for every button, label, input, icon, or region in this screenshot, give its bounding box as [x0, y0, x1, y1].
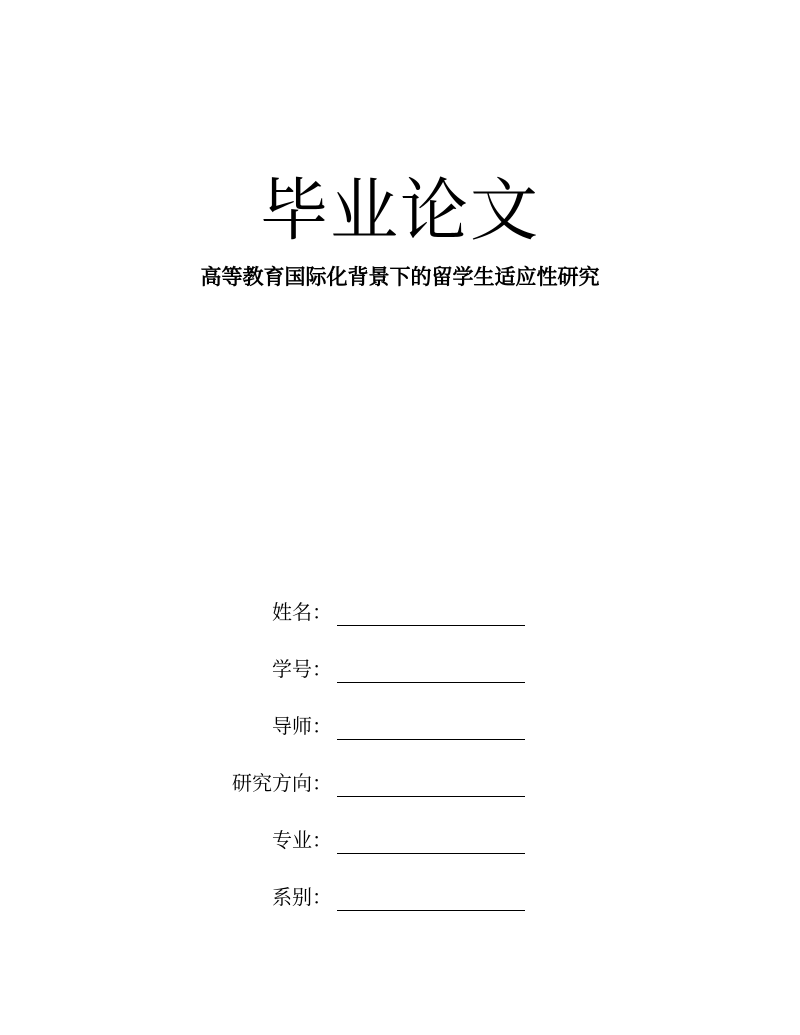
student-id-blank-line	[337, 682, 525, 683]
student-id-field-row	[0, 655, 800, 687]
major-field-row	[0, 826, 800, 858]
thesis-topic-subtitle: 高等教育国际化背景下的留学生适应性研究	[200, 265, 600, 289]
student-id-label: 学号：	[272, 657, 332, 681]
research-direction-label: 研究方向：	[232, 771, 332, 795]
major-blank-line	[337, 853, 525, 854]
department-label: 系别：	[272, 885, 332, 909]
name-blank-line	[337, 625, 525, 626]
department-field-row	[0, 883, 800, 915]
research-direction-blank-line	[337, 796, 525, 797]
advisor-blank-line	[337, 739, 525, 740]
research-direction-field-row	[0, 769, 800, 801]
advisor-label: 导师：	[272, 714, 332, 738]
document-title: 毕业论文	[259, 172, 540, 251]
name-field-row	[0, 598, 800, 630]
major-label: 专业：	[272, 828, 332, 852]
advisor-field-row	[0, 712, 800, 744]
department-blank-line	[337, 910, 525, 911]
name-label: 姓名：	[272, 600, 332, 624]
